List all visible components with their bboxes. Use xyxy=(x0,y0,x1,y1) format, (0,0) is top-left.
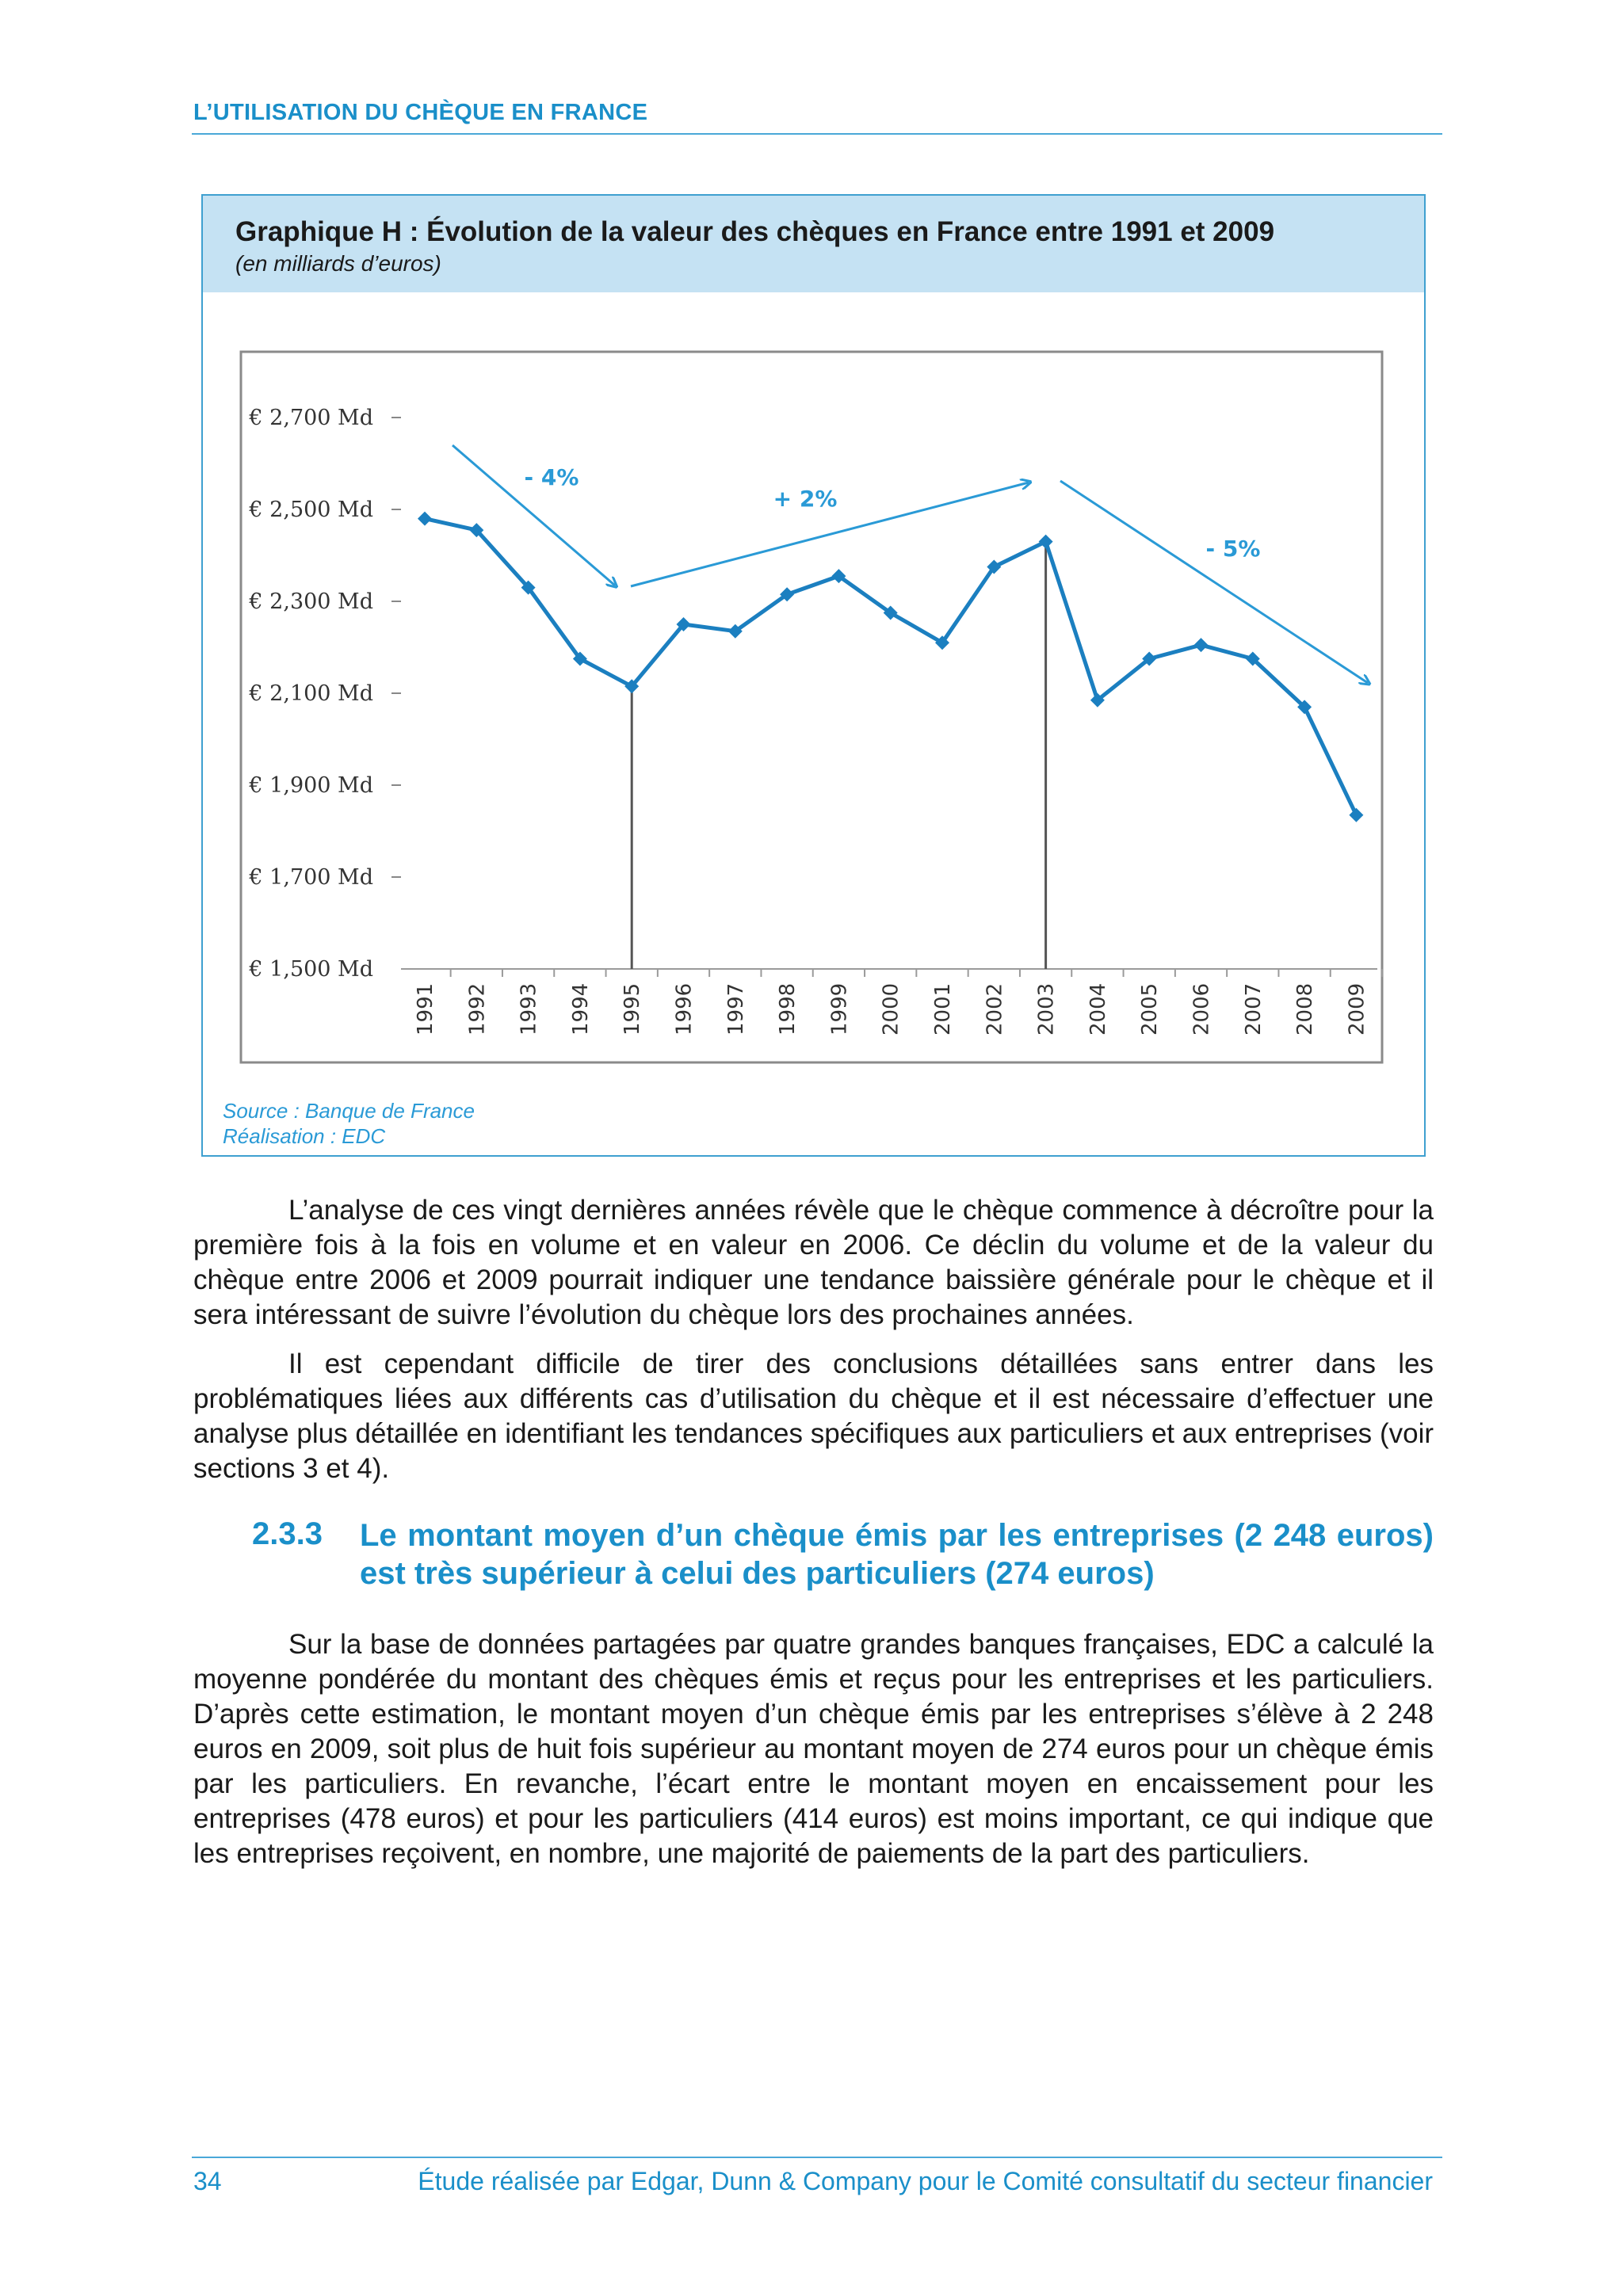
plot-frame xyxy=(241,352,1382,1062)
section-heading: Le montant moyen d’un chèque émis par les entreprises (2 248 euros) est très supérieur à celui des particuliers (274 euros) xyxy=(360,1518,1434,1591)
x-tick-label: 2005 xyxy=(1138,982,1163,1035)
trend-annotation: - 4% xyxy=(524,464,579,490)
y-tick-label: € 1,500 Md xyxy=(249,957,373,982)
running-header: L’UTILISATION DU CHÈQUE EN FRANCE xyxy=(193,100,648,125)
body-paragraph-2: Il est cependant difficile de tirer des conclusions détaillées sans entrer dans les problématiques liées aux différents cas d’utilisation du chèque et il est nécessaire d’effectuer une analyse plus détaillée en identifiant les tendances spécifiques aux particuliers et aux entreprises (voir sections 3 et 4). xyxy=(193,1348,1434,1484)
body-paragraph-1: L’analyse de ces vingt dernières années révèle que le chèque commence à décroître pour la première fois à la fois en volume et en valeur en 2006. Ce déclin du volume et de la valeur du chèque entre 2006 et 2009 pourrait indiquer une tendance baissière générale pour le chèque et il sera intéressant de suivre l’évolution du chèque lors des prochaines années. xyxy=(193,1195,1434,1330)
trend-annotation: + 2% xyxy=(773,486,838,512)
x-tick-label: 2007 xyxy=(1241,982,1266,1035)
x-tick-label: 1992 xyxy=(465,982,490,1035)
figure-title: Graphique H : Évolution de la valeur des chèques en France entre 1991 et 2009 xyxy=(235,216,1275,247)
x-tick-label: 1993 xyxy=(517,982,541,1035)
figure-source: Source : Banque de France xyxy=(223,1099,475,1123)
x-tick-label: 2004 xyxy=(1086,982,1110,1035)
header-rule xyxy=(192,133,1442,135)
y-tick-label: € 1,700 Md xyxy=(249,865,373,890)
figure-box xyxy=(201,194,1426,1157)
x-tick-label: 2001 xyxy=(931,982,955,1035)
x-tick-label: 1996 xyxy=(672,982,697,1035)
y-tick-label: € 2,500 Md xyxy=(249,498,373,522)
x-tick-label: 2006 xyxy=(1190,982,1214,1035)
x-tick-label: 2008 xyxy=(1293,982,1318,1035)
body-paragraph-3: Sur la base de données partagées par quatre grandes banques françaises, EDC a calculé la moyenne pondérée du montant des chèques émis et reçus pour les entreprises et les particuliers. D’après cette estimation, le montant moyen d’un chèque émis par les entreprises s’élève à 2 248 euros en 2009, soit plus de huit fois supérieur au montant moyen de 274 euros pour un chèque émis par les particuliers. En revanche, l’écart entre le montant moyen en encaissement pour les entreprises (478 euros) et pour les particuliers (414 euros) est moins important, ce qui indique que les entreprises reçoivent, en nombre, une majorité de paiements de la part des particuliers. xyxy=(193,1629,1434,1869)
y-tick-label: € 2,700 Md xyxy=(249,406,373,430)
x-tick-label: 1994 xyxy=(568,982,593,1035)
y-tick-label: € 2,300 Md xyxy=(249,589,373,614)
x-tick-label: 2003 xyxy=(1034,982,1059,1035)
y-tick-label: € 1,900 Md xyxy=(249,773,373,798)
y-tick-label: € 2,100 Md xyxy=(249,681,373,706)
page-number: 34 xyxy=(193,2167,222,2195)
trend-annotation: - 5% xyxy=(1205,536,1261,562)
section-number: 2.3.3 xyxy=(252,1516,323,1551)
x-tick-label: 1991 xyxy=(414,982,437,1035)
figure-subtitle: (en milliards d’euros) xyxy=(235,251,441,276)
x-tick-label: 2002 xyxy=(983,982,1007,1035)
x-tick-label: 2009 xyxy=(1345,982,1369,1035)
line-chart xyxy=(203,196,1424,1155)
x-tick-label: 2000 xyxy=(879,982,903,1035)
x-tick-label: 1995 xyxy=(621,982,645,1035)
figure-credit: Réalisation : EDC xyxy=(223,1124,386,1148)
footer-rule xyxy=(192,2157,1442,2158)
x-tick-label: 1998 xyxy=(776,982,800,1035)
footer-text: Étude réalisée par Edgar, Dunn & Company pour le Comité consultatif du secteur financier xyxy=(418,2167,1433,2195)
x-tick-label: 1999 xyxy=(827,982,852,1035)
x-tick-label: 1997 xyxy=(724,982,748,1035)
